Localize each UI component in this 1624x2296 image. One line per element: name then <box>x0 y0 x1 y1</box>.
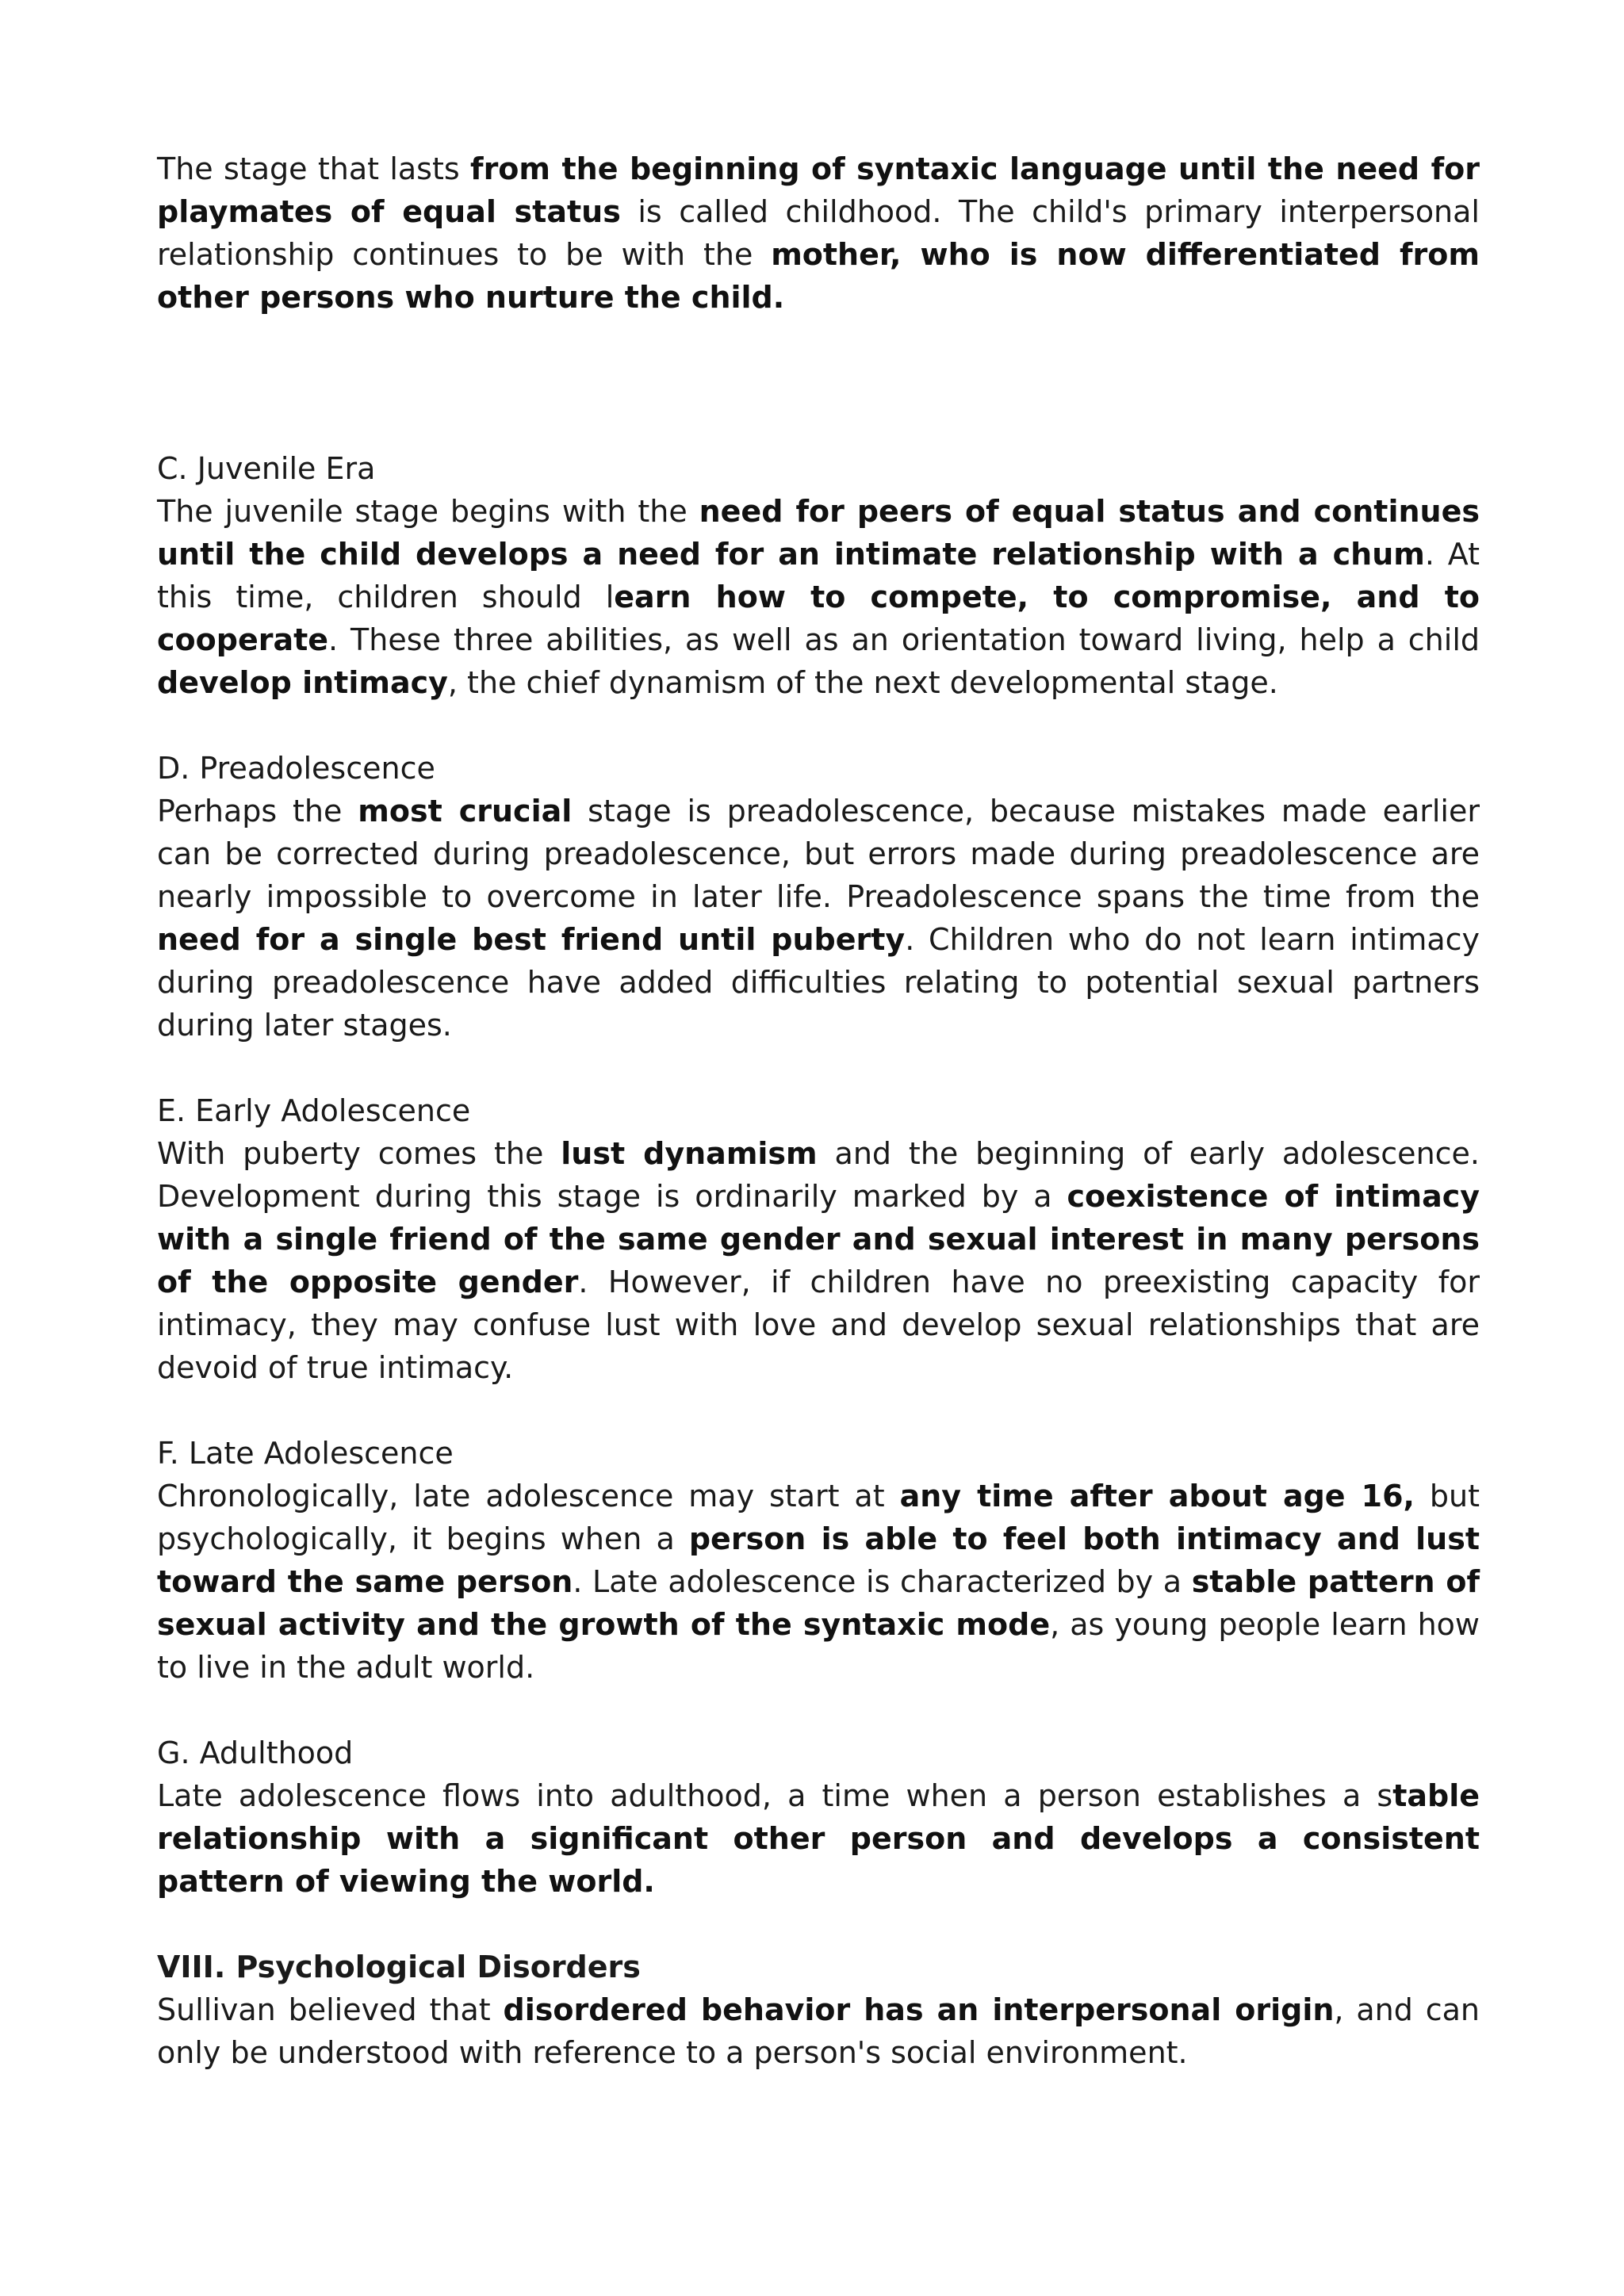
bold-text-span: stable pattern of sexual activity and the growth of the syntaxic mode <box>157 1564 1480 1642</box>
spacer <box>157 1903 1480 1946</box>
bold-text-span: disordered behavior has an interpersonal origin <box>503 1992 1335 2027</box>
bold-text-span: need for a single best friend until puberty <box>157 922 906 957</box>
text-span: stage is preadolescence, because mistakes made earlier can be corrected during preadolescence, but errors made during preadolescence are nearly impossible to overcome in later life. Preadolescence spans the time from the <box>157 794 1480 914</box>
bold-text-span: any time after about age 16, <box>899 1479 1415 1513</box>
text-span: Sullivan believed that <box>157 1992 504 2027</box>
text-span: The stage that lasts <box>157 151 471 186</box>
text-span: . These three abilities, as well as an orientation toward living, help a child <box>328 622 1480 657</box>
bold-text-span: earn how to compete, to compromise, and to cooperate <box>157 580 1480 657</box>
section-paragraph <box>157 790 1480 1047</box>
text-span: but psychologically, it begins when a <box>157 1479 1480 1556</box>
text-span: . At this time, children should l <box>157 537 1480 614</box>
sections-container <box>157 447 1480 2074</box>
section-block <box>157 1732 1480 1903</box>
section-paragraph <box>157 1475 1480 1689</box>
spacer <box>157 319 1480 447</box>
section-heading: D. Preadolescence <box>157 751 435 786</box>
spacer <box>157 1047 1480 1089</box>
spacer <box>157 704 1480 747</box>
text-span: , the chief dynamism of the next developmental stage. <box>447 665 1278 700</box>
section-block <box>157 1089 1480 1389</box>
section-block <box>157 1432 1480 1689</box>
text-span: With puberty comes the <box>157 1136 561 1171</box>
text-span: Late adolescence flows into adulthood, a time when a person establishes a s <box>157 1778 1393 1813</box>
section-heading: C. Juvenile Era <box>157 451 376 486</box>
bold-text-span: mother, who is now differentiated from other persons who nurture the child. <box>157 237 1480 315</box>
text-span: is called childhood. The child's primary interpersonal relationship continues to be with the <box>157 194 1480 272</box>
text-span: Perhaps the <box>157 794 358 828</box>
section-paragraph <box>157 1988 1480 2074</box>
bold-text-span: need for peers of equal status and continues until the child develops a need for an intimate relationship with a chum <box>157 494 1480 572</box>
intro-paragraph <box>157 147 1480 319</box>
spacer <box>157 1689 1480 1732</box>
text-span: . Children who do not learn intimacy during preadolescence have added difficulties relating to potential sexual partners during later stages. <box>157 922 1480 1043</box>
section-heading: G. Adulthood <box>157 1735 354 1770</box>
section-heading: F. Late Adolescence <box>157 1436 454 1471</box>
section-heading: E. Early Adolescence <box>157 1093 471 1128</box>
bold-text-span: table relationship with a significant other person and develops a consistent pattern of viewing the world. <box>157 1778 1480 1899</box>
section-block <box>157 447 1480 704</box>
section-paragraph <box>157 1774 1480 1903</box>
text-span: , as young people learn how to live in the adult world. <box>157 1607 1480 1685</box>
bold-text-span: develop intimacy <box>157 665 448 700</box>
text-span: Chronologically, late adolescence may start at <box>157 1479 900 1513</box>
bold-text-span: from the beginning of syntaxic language until the need for playmates of equal status <box>157 151 1480 229</box>
document-page <box>157 147 1480 2074</box>
bold-text-span: person is able to feel both intimacy and lust toward the same person <box>157 1521 1480 1599</box>
spacer <box>157 1389 1480 1432</box>
section-block <box>157 1946 1480 2074</box>
bold-text-span: most crucial <box>358 794 573 828</box>
text-span: The juvenile stage begins with the <box>157 494 699 529</box>
text-span: and the beginning of early adolescence. Development during this stage is ordinarily marked by a <box>157 1136 1480 1214</box>
text-span: , and can only be understood with reference to a person's social environment. <box>157 1992 1480 2070</box>
section-heading: VIII. Psychological Disorders <box>157 1950 641 1984</box>
bold-text-span: lust dynamism <box>561 1136 818 1171</box>
text-span: . However, if children have no preexisting capacity for intimacy, they may confuse lust with love and develop sexual relationships that are devoid of true intimacy. <box>157 1265 1480 1385</box>
section-block <box>157 747 1480 1047</box>
text-span: . Late adolescence is characterized by a <box>573 1564 1192 1599</box>
section-paragraph <box>157 1132 1480 1389</box>
bold-text-span: coexistence of intimacy with a single friend of the same gender and sexual interest in many persons of the opposite gender <box>157 1179 1480 1299</box>
section-paragraph <box>157 490 1480 704</box>
